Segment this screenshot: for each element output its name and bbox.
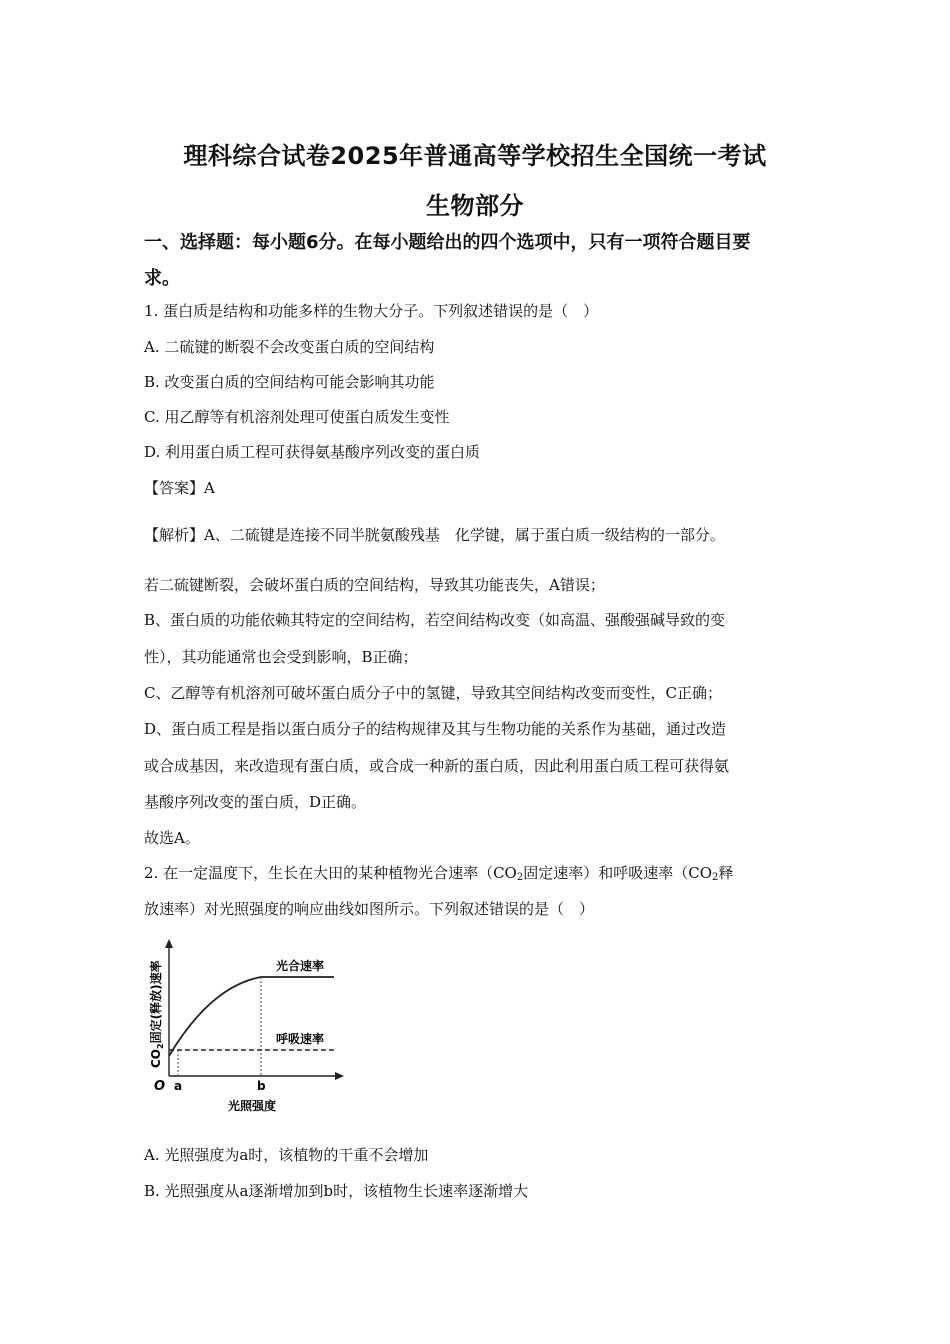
q2-option-a: A. 光照强度为a时，该植物的干重不会增加 [144, 1146, 429, 1164]
q1-analysis-line3: B、蛋白质的功能依赖其特定的空间结构，若空间结构改变（如高温、强酸强碱导致的变 [144, 611, 726, 629]
section-heading-line1: 一、选择题：每小题6分。在每小题给出的四个选项中，只有一项符合题目要 [144, 232, 751, 253]
q1-analysis-line5: C、乙醇等有机溶剂可破坏蛋白质分子中的氢键，导致其空间结构改变而变性，C正确； [144, 684, 722, 702]
section-heading-line2: 求。 [144, 268, 180, 289]
origin-label: O [154, 1079, 166, 1094]
x-axis-label: 光照强度 [228, 1099, 277, 1113]
q2-option-b: B. 光照强度从a逐渐增加到b时，该植物生长速率逐渐增大 [144, 1182, 529, 1200]
x-tick-b: b [257, 1079, 266, 1093]
x-axis-arrow [335, 1072, 344, 1080]
series-label-photosynthesis: 光合速率 [276, 959, 325, 973]
x-tick-a: a [174, 1079, 183, 1093]
exam-subtitle: 生物部分 [426, 192, 524, 220]
q1-analysis-line1: 【解析】A、二硫键是连接不同半胱氨酸残基 化学键，属于蛋白质一级结构的一部分。 [144, 526, 725, 544]
y-axis-label-b: 固定(释放)速率 [149, 960, 163, 1044]
q1-analysis-line8: 基酸序列改变的蛋白质，D正确。 [144, 793, 367, 811]
response-curve-figure [144, 934, 362, 1120]
y-axis-label-sub: 2 [156, 1043, 165, 1049]
exam-title: 理科综合试卷2025年普通高等学校招生全国统一考试 [183, 142, 767, 170]
q1-option-b: B. 改变蛋白质的空间结构可能会影响其功能 [144, 373, 435, 391]
q1-option-c: C. 用乙醇等有机溶剂处理可使蛋白质发生变性 [144, 408, 450, 426]
q1-analysis-line4: 性），其功能通常也会受到影响，B正确； [144, 648, 418, 666]
q2-stem-part1: 2. 在一定温度下，生长在大田的某种植物光合速率（CO [144, 864, 517, 882]
y-axis-arrow [165, 939, 173, 948]
q1-analysis-line2: 若二硫键断裂，会破坏蛋白质的空间结构，导致其功能丧失，A错误； [144, 576, 605, 594]
y-axis-label [148, 960, 165, 1068]
q2-stem-sub1: 2 [516, 872, 524, 883]
q2-stem-part2: 固定速率）和呼吸速率（CO [523, 864, 713, 882]
q1-stem: 1. 蛋白质是结构和功能多样的生物大分子。下列叙述错误的是（ ） [144, 302, 599, 320]
q1-analysis-line6: D、蛋白质工程是指以蛋白质分子的结构规律及其与生物功能的关系作为基础，通过改造 [144, 720, 727, 738]
q1-option-d: D. 利用蛋白质工程可获得氨基酸序列改变的蛋白质 [144, 443, 481, 461]
q1-analysis-line7: 或合成基因，来改造现有蛋白质，或合成一种新的蛋白质，因此利用蛋白质工程可获得氨 [144, 757, 730, 775]
q1-answer: 【答案】A [144, 479, 215, 497]
q2-stem-part3: 释 [718, 864, 734, 882]
series-label-respiration: 呼吸速率 [276, 1032, 325, 1046]
q2-stem-sub2: 2 [712, 872, 719, 883]
y-axis-label-a: CO [149, 1048, 163, 1068]
q2-stem-line2: 放速率）对光照强度的响应曲线如图所示。下列叙述错误的是（ ） [144, 900, 595, 918]
q2-stem-line1 [144, 862, 809, 883]
q1-analysis-line9: 故选A。 [144, 829, 200, 847]
q1-option-a: A. 二硫键的断裂不会改变蛋白质的空间结构 [144, 338, 435, 356]
